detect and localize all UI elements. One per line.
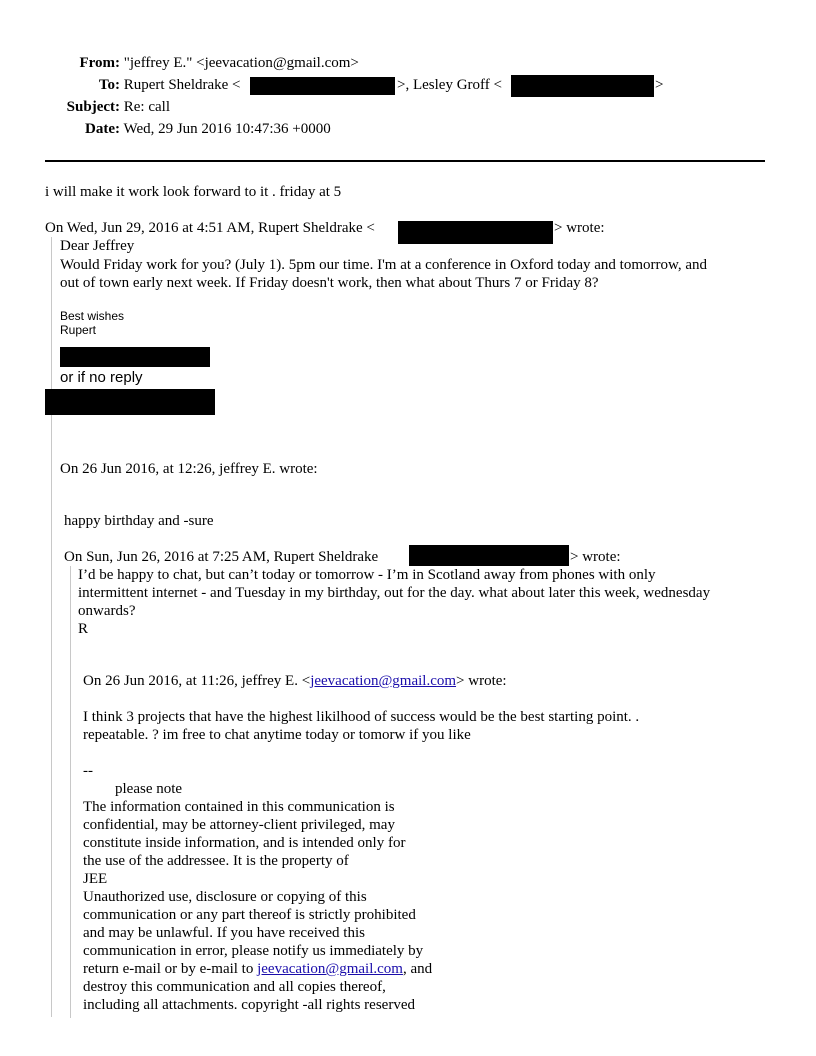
- quote4-intro-pre: On 26 Jun 2016, at 11:26, jeffrey E. <: [83, 673, 311, 689]
- quote3-intro-pre: On Sun, Jun 26, 2016 at 7:25 AM, Rupert Sheldrake: [64, 549, 379, 565]
- header-date-row: [0, 120, 800, 138]
- redaction-alt-contact: [45, 389, 215, 415]
- disclaimer-email-link[interactable]: jeevacation@gmail.com: [257, 961, 403, 977]
- quote3-intro-post: > wrote:: [570, 549, 621, 565]
- disclaimer-line: JEE: [83, 871, 108, 887]
- signature-dashes: --: [83, 763, 93, 779]
- quote1-sig2: Rupert: [60, 323, 97, 337]
- disclaimer-title: please note: [115, 781, 183, 797]
- redaction-quote1-email: [398, 221, 553, 244]
- from-label: From:: [79, 55, 120, 71]
- quote1-intro: [45, 219, 375, 237]
- quote4-intro: [83, 672, 507, 690]
- disclaimer-line: and may be unlawful. If you have received this: [83, 925, 365, 941]
- redaction-quote3-email: [409, 545, 569, 566]
- to-recipient-1: Rupert Sheldrake <: [123, 77, 241, 93]
- subject-label: Subject:: [66, 99, 120, 115]
- header-divider: [45, 160, 765, 162]
- quote4-line1: I think 3 projects that have the highest likilhood of success would be the best starting point. .: [83, 709, 640, 725]
- to-end: >: [655, 77, 664, 93]
- redaction-to-email-1: [250, 77, 395, 95]
- reply-body: i will make it work look forward to it . friday at 5: [45, 184, 342, 200]
- subject-value: Re: call: [123, 99, 170, 115]
- date-value: Wed, 29 Jun 2016 10:47:36 +0000: [123, 121, 331, 137]
- quote3-line4: R: [78, 621, 89, 637]
- to-recipient-2: >, Lesley Groff <: [397, 77, 502, 93]
- header-from-row: [0, 54, 800, 72]
- disclaimer-email-pre: return e-mail or by e-mail to: [83, 961, 258, 977]
- quote4-email-link[interactable]: jeevacation@gmail.com: [310, 673, 457, 689]
- to-label: To:: [98, 77, 120, 93]
- quote2-body: happy birthday and -sure: [64, 513, 214, 529]
- quote2-intro: On 26 Jun 2016, at 12:26, jeffrey E. wrote:: [60, 461, 318, 477]
- quote1-line2: out of town early next week. If Friday doesn't work, then what about Thurs 7 or Friday 8?: [60, 275, 599, 291]
- quote3-line2: intermittent internet - and Tuesday in my birthday, out for the day. what about later this week, wednesday: [78, 585, 711, 601]
- quote1-intro-post: > wrote:: [554, 220, 605, 236]
- quote-bar-level-2: [70, 566, 71, 1018]
- from-value: "jeffrey E." <jeevacation@gmail.com>: [123, 55, 359, 71]
- disclaimer-line: the use of the addressee. It is the property of: [83, 853, 349, 869]
- disclaimer-line: communication or any part thereof is strictly prohibited: [83, 907, 416, 923]
- quote1-intro-pre: On Wed, Jun 29, 2016 at 4:51 AM, Rupert Sheldrake <: [45, 220, 375, 236]
- quote1-greeting: Dear Jeffrey: [60, 238, 135, 254]
- disclaimer-line: communication in error, please notify us immediately by: [83, 943, 424, 959]
- quote4-line2: repeatable. ? im free to chat anytime today or tomorw if you like: [83, 727, 471, 743]
- disclaimer-email-line: [83, 960, 432, 978]
- quote1-line1: Would Friday work for you? (July 1). 5pm our time. I'm at a conference in Oxford today and tomorrow, and: [60, 257, 708, 273]
- date-label: Date:: [85, 121, 120, 137]
- quote-bar-level-1: [51, 237, 52, 1017]
- quote3-line3: onwards?: [78, 603, 136, 619]
- disclaimer-email-post: , and: [402, 961, 433, 977]
- disclaimer-line: destroy this communication and all copies thereof,: [83, 979, 386, 995]
- quote1-or-reply: or if no reply: [60, 369, 143, 386]
- disclaimer-line: Unauthorized use, disclosure or copying of this: [83, 889, 367, 905]
- disclaimer-line: including all attachments. copyright -all rights reserved: [83, 997, 415, 1013]
- redaction-to-email-2: [511, 75, 654, 97]
- quote4-intro-post: > wrote:: [456, 673, 507, 689]
- redaction-phone: [60, 347, 210, 367]
- disclaimer-line: The information contained in this communication is: [83, 799, 395, 815]
- quote1-sig1: Best wishes: [60, 309, 125, 323]
- disclaimer-line: confidential, may be attorney-client privileged, may: [83, 817, 395, 833]
- header-subject-row: [0, 98, 800, 116]
- quote3-line1: I’d be happy to chat, but can’t today or tomorrow - I’m in Scotland away from phones with only: [78, 567, 656, 583]
- disclaimer-line: constitute inside information, and is intended only for: [83, 835, 406, 851]
